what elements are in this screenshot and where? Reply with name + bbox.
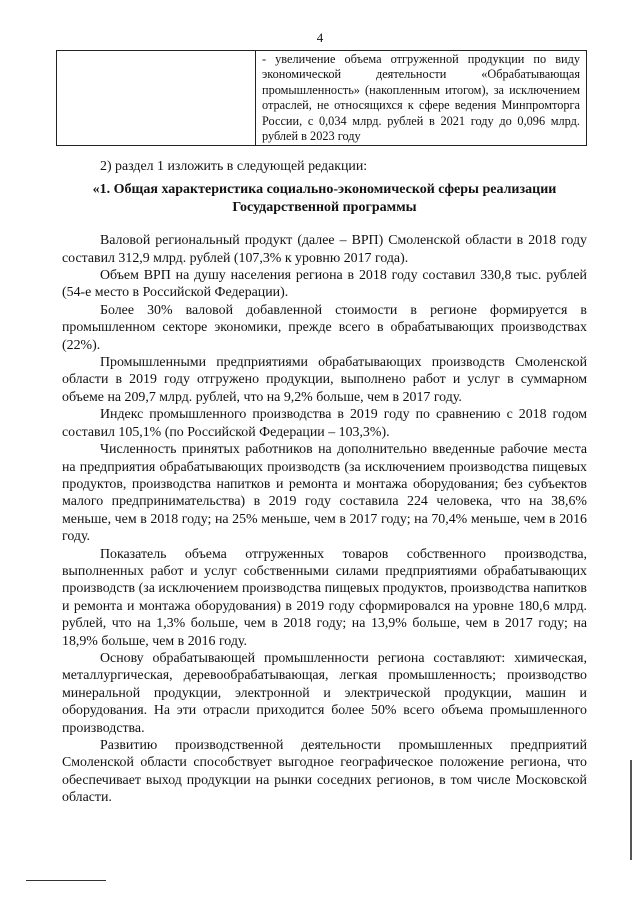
paragraph-grp: Валовой региональный продукт (далее – ВРП) Смоленской области в 2018 году составил 312,9 млрд. рублей (107,3% к уровню 2017 года). bbox=[62, 233, 587, 266]
footnote-rule bbox=[26, 880, 106, 881]
table-cell-empty bbox=[57, 51, 256, 145]
section-title: «1. Общая характеристика социально-экономической сферы реализации Государственной программы bbox=[92, 182, 557, 215]
scan-edge-mark bbox=[630, 760, 632, 860]
indicator-table bbox=[56, 50, 587, 146]
paragraph-grp-per-capita: Объем ВРП на душу населения региона в 2018 году составил 330,8 тыс. рублей (54-е место в Российской Федерации). bbox=[62, 268, 587, 301]
paragraph-industry-base: Основу обрабатывающей промышленности региона составляют: химическая, металлургическая, деревообрабатывающая, легкая промышленность; производство минеральной продукции, электронной и электрической продукции, машин и оборудования. На эти отрасли приходится более 50% всего объема промышленного производства. bbox=[62, 650, 587, 736]
page-number: 4 bbox=[316, 30, 324, 45]
paragraph-production-index: Индекс промышленного производства в 2019 году по сравнению с 2018 годом составил 105,1% (по Российской Федерации – 103,3%). bbox=[62, 407, 587, 440]
paragraph-employment: Численность принятых работников на дополнительно введенные рабочие места на предприятия обрабатывающих производств (за исключением производства пищевых продуктов, производства напитков и ремонта и монтажа оборудования; без субъектов малого предпринимательства) в 2019 году составила 224 человека, что на 38,6% меньше, чем в 2018 году; на 25% меньше, чем в 2017 году; на 70,4% меньше, чем в 2016 году. bbox=[62, 442, 587, 545]
paragraph-shipment-indicator: Показатель объема отгруженных товаров собственного производства, выполненных работ и услуг собственными силами предприятиями обрабатывающих производств (за исключением производства пищевых продуктов, производства напитков и ремонта и монтажа оборудования) в 2019 году сформировался на уровне 180,6 млрд. рублей, что на 1,3% больше, чем в 2018 году; на 13,9% больше, чем в 2017 году; на 18,9% больше, чем в 2016 году. bbox=[62, 546, 587, 649]
table-cell-indicator: - увеличение объема отгруженной продукции по виду экономической деятельности «Обрабатывающая промышленность» (накопленным итогом), за исключением отраслей, не относящихся к сфере ведения Минпромторга России, с 0,034 млрд. рублей в 2021 году до 0,096 млрд. рублей в 2023 году bbox=[262, 52, 580, 144]
paragraph-value-added: Более 30% валовой добавленной стоимости в регионе формируется в промышленном секторе экономики, прежде всего в обрабатывающих производствах (22%). bbox=[62, 302, 587, 353]
paragraph-shipped-products: Промышленными предприятиями обрабатывающих производств Смоленской области в 2019 году отгружено продукции, выполнено работ и услуг в суммарном объеме на 209,7 млрд. рублей, что на 9,2% больше, чем в 2017 году. bbox=[62, 355, 587, 405]
paragraph-geography: Развитию производственной деятельности промышленных предприятий Смоленской области способствует выгодное географическое положение региона, что обеспечивает выход продукции на рынки соседних регионов, в том числе Московской области. bbox=[62, 738, 587, 806]
amendment-item: 2) раздел 1 изложить в следующей редакции: bbox=[100, 159, 368, 174]
document-body bbox=[62, 158, 587, 807]
